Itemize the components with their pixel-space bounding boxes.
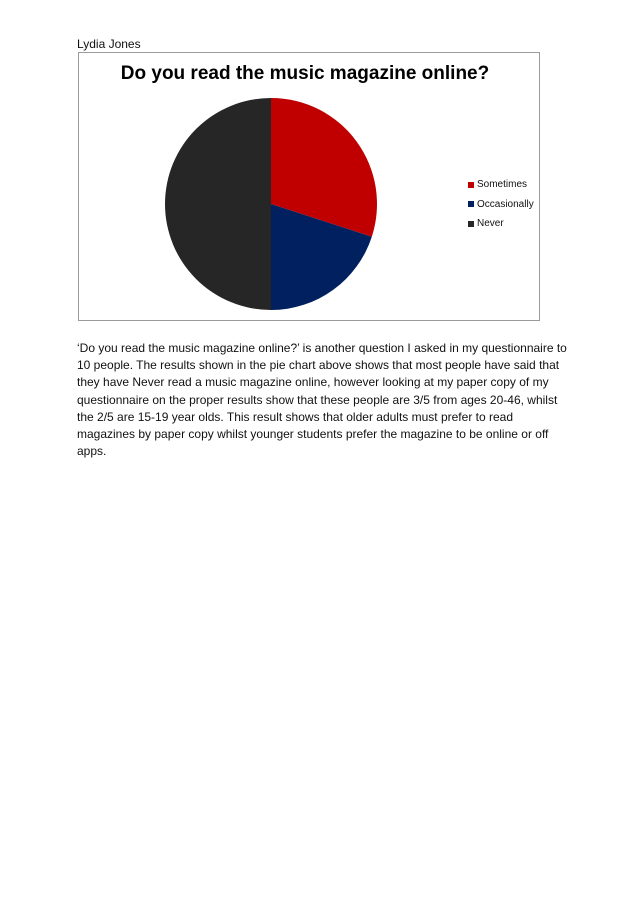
legend-item-never — [468, 217, 534, 230]
legend-label: Never — [477, 218, 504, 229]
pie-chart — [78, 52, 540, 321]
body-paragraph: ‘Do you read the music magazine online?’ is another question I asked in my questionnaire to 10 people. The results shown in the pie chart above shows that most people have said that they have Never read a music magazine online, however looking at my paper copy of my questionnaire on the proper results show that these people are 3/5 from ages 20-46, whilst the 2/5 are 15-19 year olds. This result shows that older adults must prefer to read magazines by paper copy whilst younger students prefer the magazine to be online or off apps. — [77, 341, 567, 459]
pie-plot-area — [163, 96, 379, 312]
legend-item-sometimes — [468, 178, 534, 191]
legend-swatch — [468, 221, 474, 227]
chart-legend — [468, 178, 534, 237]
legend-item-occasionally — [468, 198, 534, 211]
legend-swatch — [468, 201, 474, 207]
pie-slice-never — [165, 98, 271, 310]
legend-swatch — [468, 182, 474, 188]
legend-label: Occasionally — [477, 198, 534, 210]
author-name: Lydia Jones — [77, 37, 141, 51]
chart-title: Do you read the music magazine online? — [120, 63, 490, 84]
legend-label: Sometimes — [477, 179, 528, 190]
